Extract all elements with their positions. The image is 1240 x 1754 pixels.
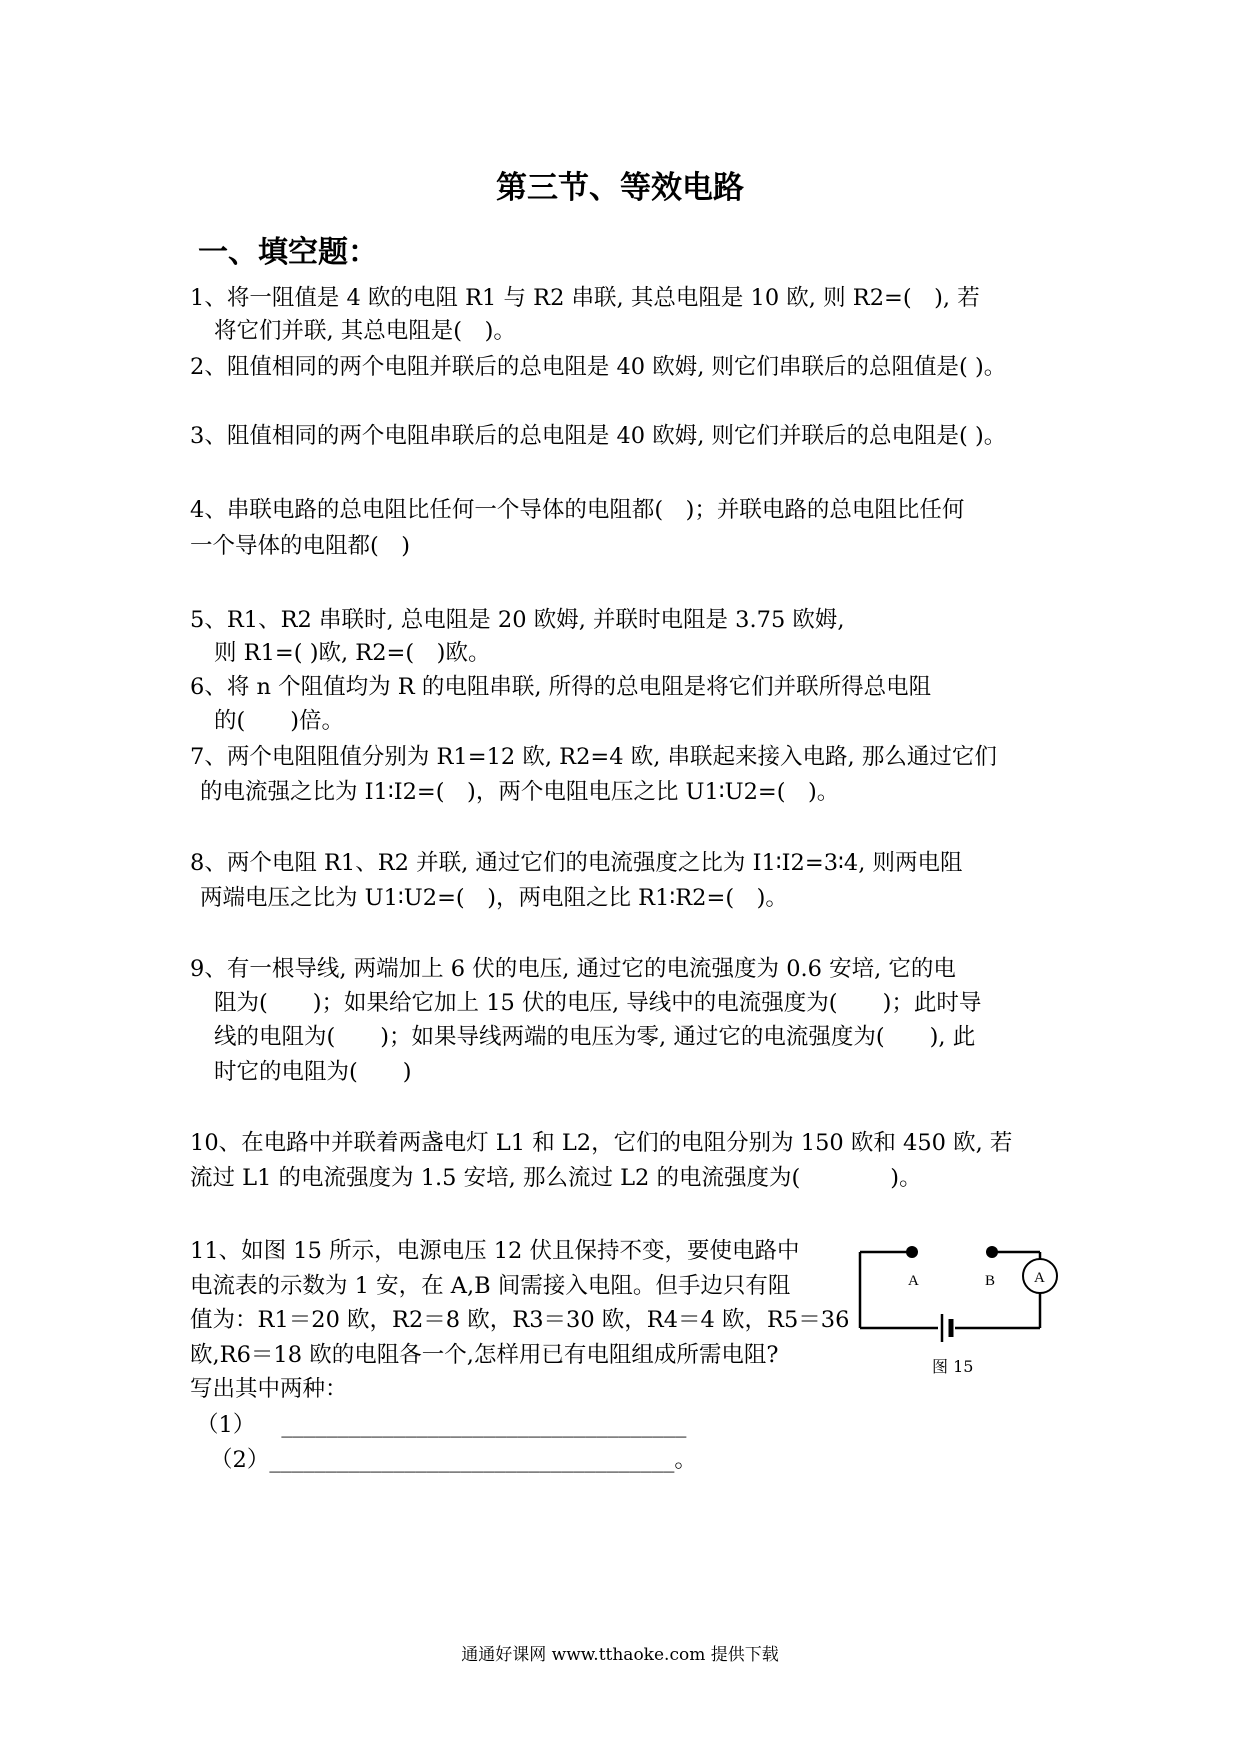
footer: 通通好课网 www.tthaoke.com 提供下载 — [461, 1645, 779, 1665]
question-8-line-1: 8、两个电阻 R1、R2 并联, 通过它们的电流强度之比为 I1∶I2=3∶4, 则两电阻 — [190, 850, 963, 876]
answer-2-end: 。 — [674, 1447, 697, 1473]
question-7-line-1: 7、两个电阻阻值分别为 R1=12 欧, R2=4 欧, 串联起来接入电路, 那么通过它们 — [190, 744, 997, 770]
question-1-line-1: 1、将一阻值是 4 欧的电阻 R1 与 R2 串联, 其总电阻是 10 欧, 则 R2=( ), 若 — [190, 285, 980, 311]
question-5-line-1: 5、R1、R2 串联时, 总电阻是 20 欧姆, 并联时电阻是 3.75 欧姆, — [190, 607, 845, 633]
circuit-diagram-figure-15 — [852, 1232, 1068, 1380]
terminal-a-label: A — [908, 1273, 919, 1289]
section-heading: 一、填空题： — [198, 235, 378, 270]
question-10-line-1: 10、在电路中并联着两盏电灯 L1 和 L2，它们的电阻分别为 150 欧和 450 欧, 若 — [190, 1130, 1013, 1156]
question-4-line-1: 4、串联电路的总电阻比任何一个导体的电阻都( )；并联电路的总电阻比任何 — [190, 497, 965, 523]
question-11-line-5: 写出其中两种： — [190, 1376, 348, 1402]
terminal-a-dot — [906, 1246, 918, 1258]
terminal-b-label: B — [985, 1273, 996, 1289]
terminal-b-dot — [986, 1246, 998, 1258]
question-8-line-2: 两端电压之比为 U1∶U2=( )，两电阻之比 R1∶R2=( )。 — [200, 885, 788, 911]
answer-2 — [210, 1445, 697, 1475]
question-11-line-1: 11、如图 15 所示，电源电压 12 伏且保持不变，要使电路中 — [190, 1238, 800, 1264]
answer-2-blank[interactable]: ____________________________________ — [269, 1447, 675, 1473]
answer-1-label: （1） — [196, 1412, 256, 1438]
answer-1-blank[interactable]: ____________________________________ — [281, 1412, 687, 1438]
question-9-line-2: 阻为( )；如果给它加上 15 伏的电压, 导线中的电流强度为( )；此时导 — [214, 990, 982, 1016]
figure-caption: 图 15 — [932, 1357, 974, 1376]
question-9-line-1: 9、有一根导线, 两端加上 6 伏的电压, 通过它的电流强度为 0.6 安培, 它的电 — [190, 956, 956, 982]
question-10-line-2: 流过 L1 的电流强度为 1.5 安培, 那么流过 L2 的电流强度为( )。 — [190, 1165, 922, 1191]
question-9-line-4: 时它的电阻为( ) — [214, 1059, 412, 1085]
question-5-line-2: 则 R1=( )欧, R2=( )欧。 — [214, 640, 491, 666]
question-3-line-1: 3、阻值相同的两个电阻串联后的总电阻是 40 欧姆, 则它们并联后的总电阻是( )。 — [190, 423, 1007, 449]
question-7-line-2: 的电流强之比为 I1∶I2=( )，两个电阻电压之比 U1∶U2=( )。 — [200, 779, 840, 805]
question-6-line-1: 6、将 n 个阻值均为 R 的电阻串联, 所得的总电阻是将它们并联所得总电阻 — [190, 674, 932, 700]
question-11-line-4: 欧,R6＝18 欧的电阻各一个,怎样用已有电阻组成所需电阻? — [190, 1342, 779, 1368]
question-11-line-3: 值为：R1＝20 欧，R2＝8 欧，R3＝30 欧，R4＝4 欧，R5＝36 — [190, 1307, 850, 1333]
question-11-line-2: 电流表的示数为 1 安，在 A,B 间需接入电阻。但手边只有阻 — [190, 1273, 791, 1299]
answer-2-label: （2） — [210, 1447, 270, 1473]
question-6-line-2: 的( )倍。 — [214, 708, 345, 734]
page-title: 第三节、等效电路 — [496, 170, 744, 206]
ammeter-label: A — [1034, 1270, 1045, 1286]
question-1-line-2: 将它们并联, 其总电阻是( )。 — [214, 318, 516, 344]
question-4-line-2: 一个导体的电阻都( ) — [190, 533, 411, 559]
question-2-line-1: 2、阻值相同的两个电阻并联后的总电阻是 40 欧姆, 则它们串联后的总阻值是( )。 — [190, 354, 1007, 380]
question-9-line-3: 线的电阻为( )；如果导线两端的电压为零, 通过它的电流强度为( ), 此 — [214, 1024, 976, 1050]
answer-1 — [196, 1410, 686, 1440]
